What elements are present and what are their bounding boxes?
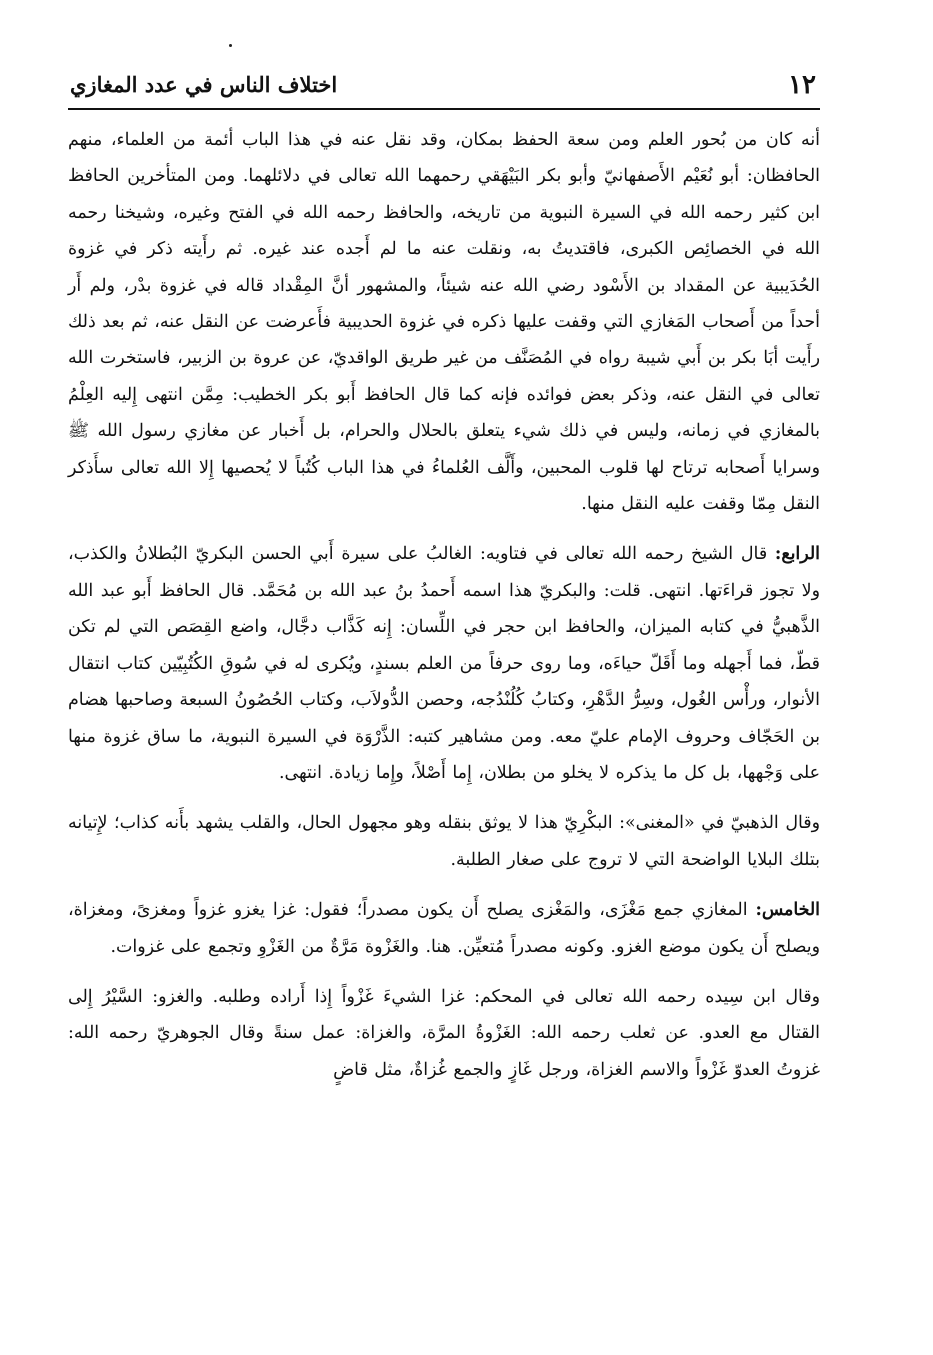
body-text (68, 122, 820, 1088)
paragraph-2 (68, 536, 820, 791)
scan-speck (229, 44, 232, 47)
paragraph-text: وقال ابن سِيده رحمه الله تعالى في المحكم: غزا الشيءَ غَزْواً إِذا أَراده وطلبه. والغزو: السَّيْرُ إِلى القتال مع العدو. عن ثعلب رحمه الله: الغَزْوةُ المرَّة، والغزاة: عمل سنةً وقال الجوهريّ رحمه الله: غزوتُ العدوّ غَزْواً والاسم الغزاة، ورجل غَازٍ والجمع غُزاةٌ، مثل قاضٍ (68, 986, 820, 1080)
paragraph-1 (68, 122, 820, 522)
paragraph-text: قال الشيخ رحمه الله تعالى في فتاويه: الغالبُ على سيرة أَبي الحسن البكريّ البُطلانُ والكذب، ولا تجوز قراءَتها. انتهى. قلت: والبكريّ هذا اسمه أَحمدُ بنُ عبد الله بن مُحَمَّد. قال الحافظ أَبو عبد الله الذَّهبيُّ في كتابه الميزان، والحافظ ابن حجر في اللِّسان: إِنه كَذَّاب دجَّال، واضع القِصَص التي لم تكن قطّ، فما أَجهله وما أَقَلّ حياءَه، وما روى حرفاً من العلم بسندٍ، ويُكرى له في سُوقِ الكُتُبِيّين كتاب انتقال الأنوار، ورأْس الغُول، وسِرُّ الدَّهْرِ، وكتابُ كُلُنْدُجه، وحصن الدُّولاَب، وكتاب الحُصُونُ السبعة وصاحبها هضام بن الحَجّاف وحروف الإمام عليّ معه. ومن مشاهير كتبه: الذَّرْوَة في السيرة النبوية، ما ساق غزوة منها على وَجْهها، بل كل ما يذكره لا يخلو من بطلان، إِما أَصْلاً، وإِما زيادة. انتهى. (68, 544, 820, 783)
paragraph-lead: الخامس: (755, 900, 820, 921)
book-page (68, 62, 820, 1342)
paragraph-3 (68, 805, 820, 878)
paragraph-4 (68, 892, 820, 965)
paragraph-text: المغازي جمع مَغْزَى، والمَغْزى يصلح أَن يكون مصدراً؛ فقول: غزا يغزو غزواً ومغزىً، ومغزاة، ويصلح أَن يكون موضع الغزو. وكونه مصدراً مُتعيِّن. هنا. والغَزْوة مَرَّةٌ من الغَزْوِ وتجمع على غزوات. (68, 900, 820, 957)
paragraph-5 (68, 979, 820, 1088)
paragraph-lead: الرابع: (774, 544, 820, 565)
page-number: ١٢ (788, 70, 816, 100)
page-header (68, 62, 820, 110)
paragraph-text: أنه كان من بُحور العلم ومن سعة الحفظ بمكان، وقد نقل عنه في هذا الباب أئمة من العلماء، منهم الحافظان: أبو نُعَيْم الأَصفهانيّ وأبو بكر البَيْهَقي رحمهما الله تعالى في دلائلهما. ومن المتأخرين الحافظ ابن كثير رحمه الله في السيرة النبوية من تاريخه، والحافظ رحمه الله في الفتح وغيره، وشيخنا رحمه الله في الخصائِص الكبرى، فاقتديتُ به، ونقلت عنه ما لم أَجده عند غيره. ثم رأَيته ذكر في غزوة الحُدَيبية عن المقداد بن الأَسْود رضي الله عنه شيئاً، والمشهور أنَّ المِقْداد قاله في غزوة بدْر، ولم أَر أحداً من أَصحاب المَغازي التي وقفت عليها ذكره في غزوة الحديبية فأَعرضت عن النقل عنه، ثم بعد ذلك رأَيت أبَا بكر بن أَبي شيبة رواه في المُصَنَّف من غير طريق الواقديّ، عن عروة بن الزبير، فاستخرت الله تعالى في النقل عنه، وذكر بعض فوائده فإنه كما قال الحافظ أَبو بكر الخطيب: مِمَّن انتهى إِليه العِلْمُ بالمغازي في زمانه، وليس في ذلك شيء يتعلق بالحلال والحرام، بل أَخبار عن مغازي رسول الله ﷺ وسرايا أَصحابه ترتاح لها قلوب المحبين، وأَلَّف العُلماءُ في هذا الباب كُتُباً لا يُحصيها إِلا الله تعالى سأَذكر النقل مِمّا وقفت عليه النقل منها. (68, 130, 820, 515)
running-title: اختلاف الناس في عدد المغازي (70, 72, 338, 97)
paragraph-text: وقال الذهبيّ في «المغنى»: البكْرِيّ هذا لا يوثق بنقله وهو مجهول الحال، والقلب يشهد بأَنه كذاب؛ لإِتيانه بتلك البلايا الواضحة التي لا تروج على صغار الطلبة. (68, 813, 820, 870)
